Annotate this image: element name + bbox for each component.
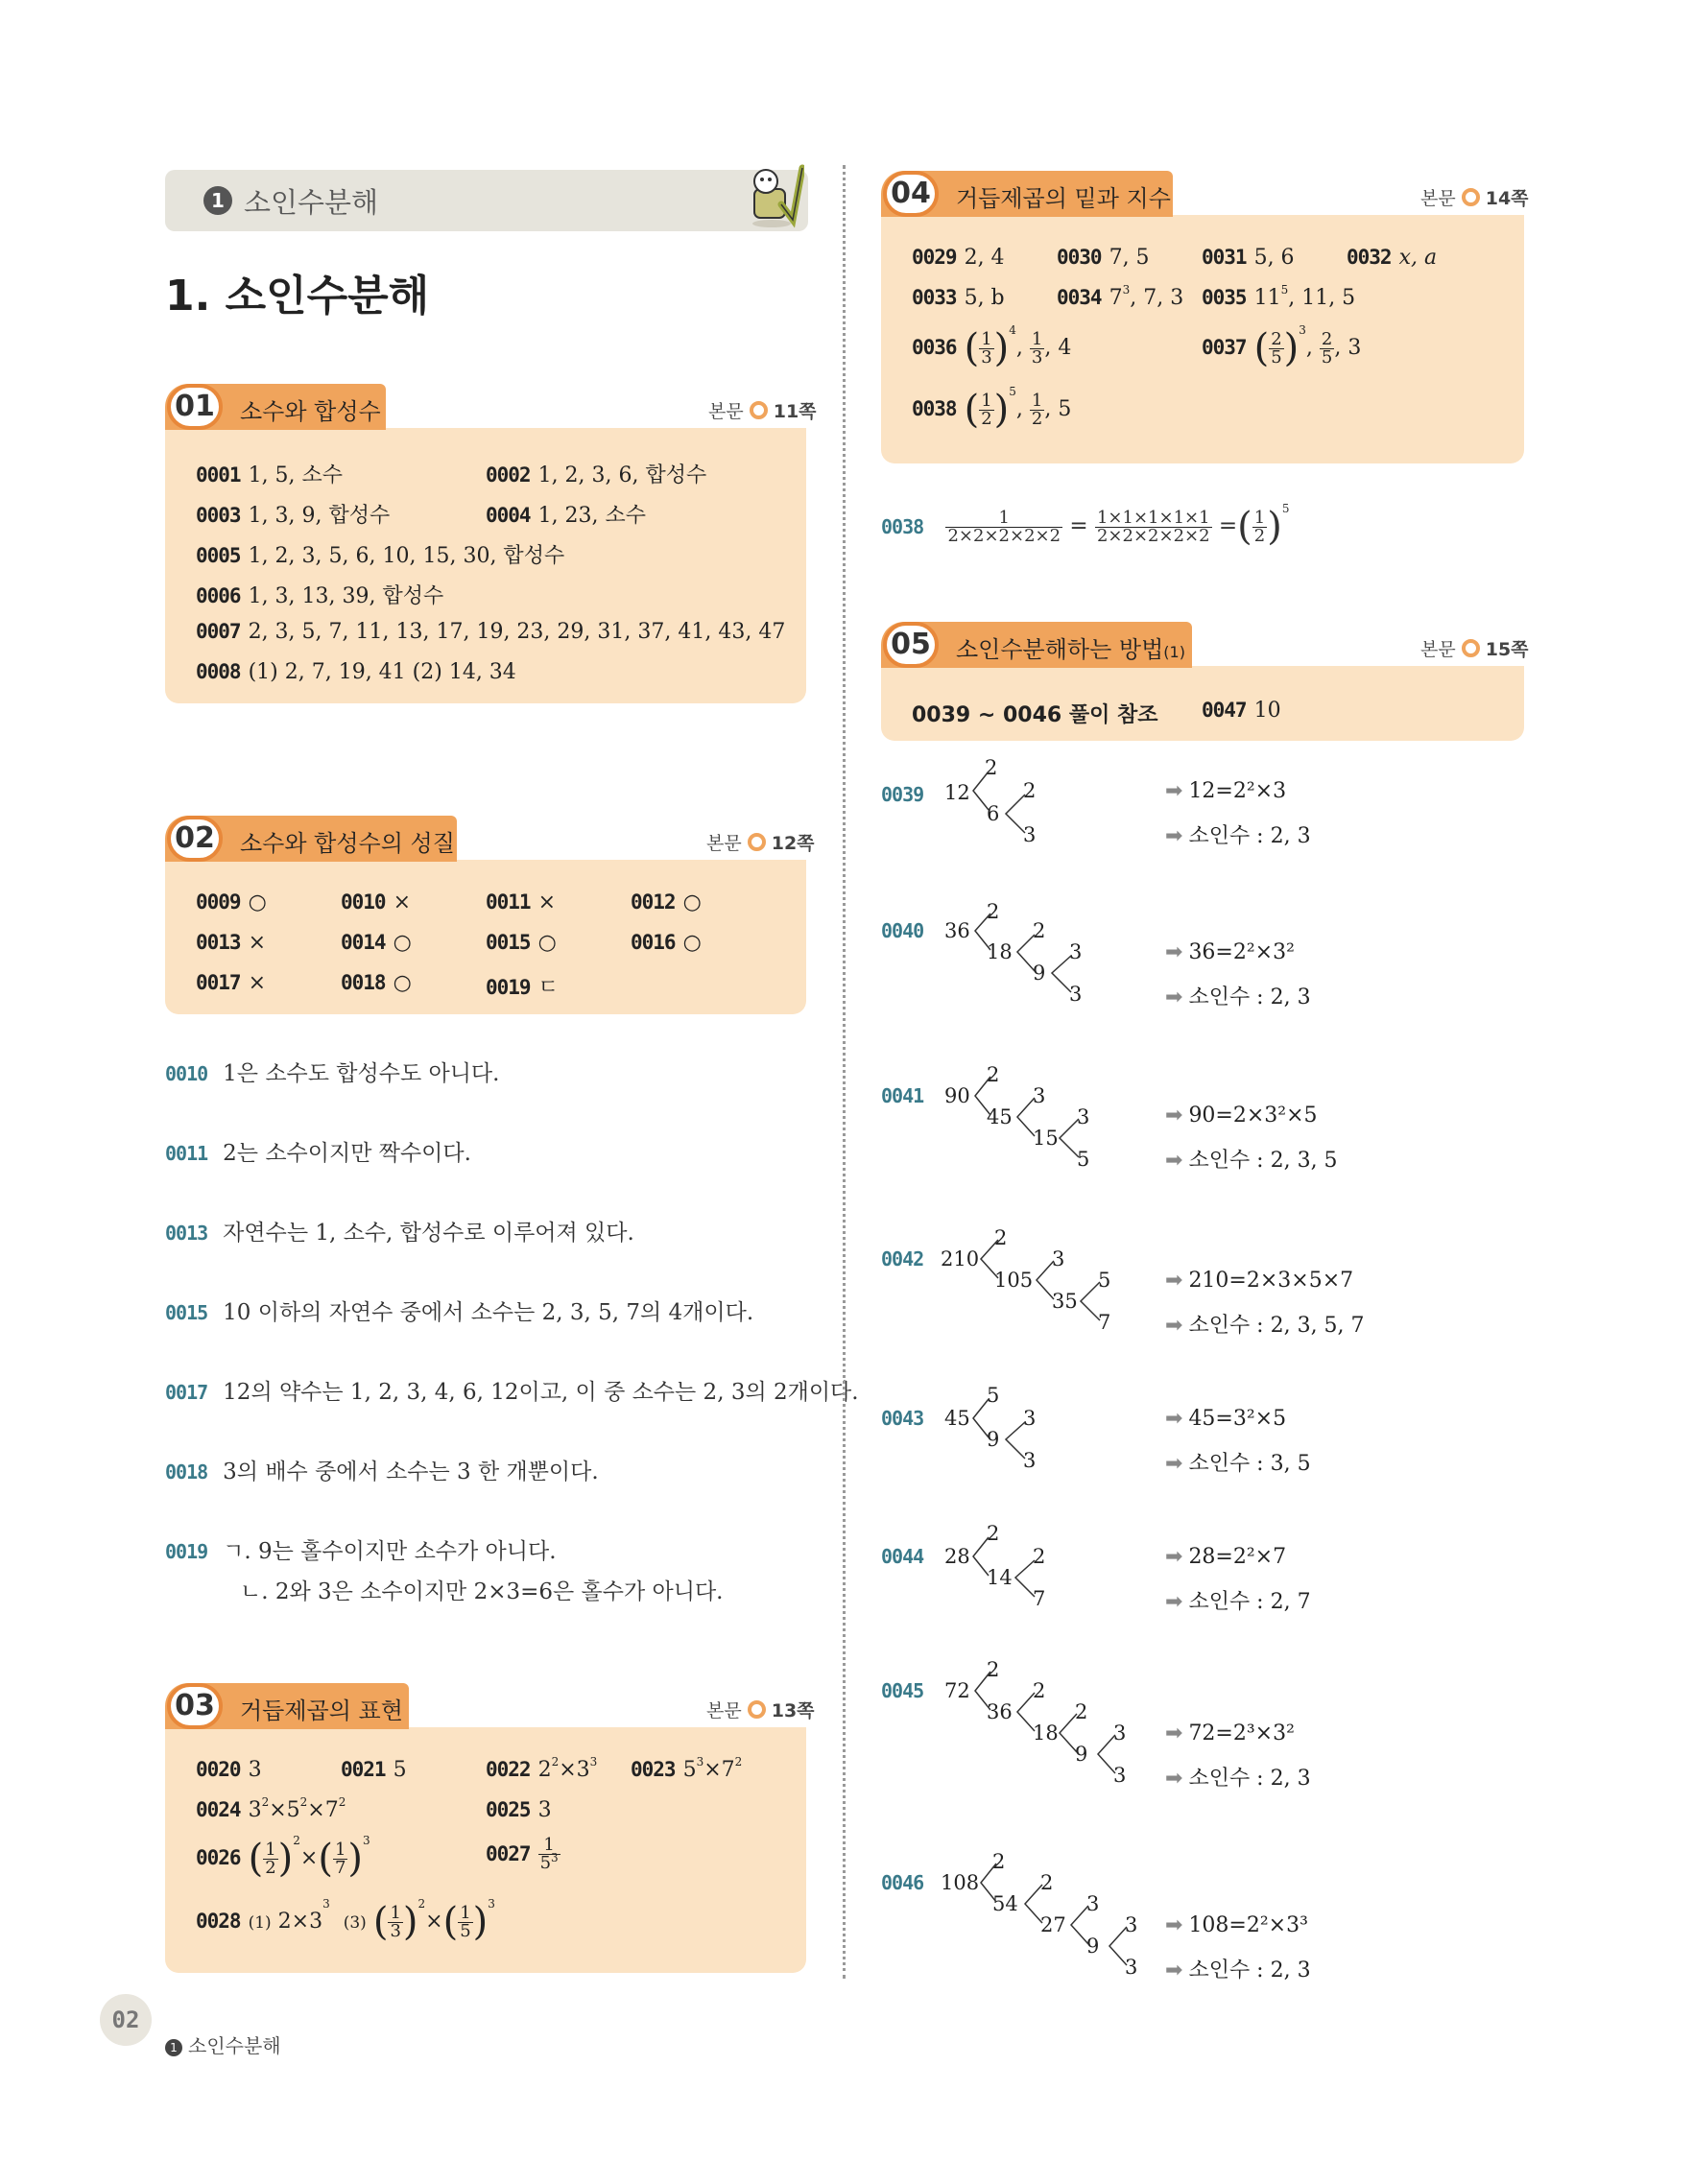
ref-label: 본문: [706, 833, 742, 854]
section-03-badge: 03: [167, 1683, 223, 1729]
ref-page: 11쪽: [773, 401, 817, 422]
arrow-icon: ➡: [1165, 1104, 1183, 1128]
section-02: [165, 816, 815, 1014]
section-04-badge: 04: [883, 171, 939, 217]
arrow-icon: ➡: [1165, 1767, 1183, 1791]
ref-page: 14쪽: [1485, 188, 1529, 209]
chapter-banner: [165, 170, 808, 231]
ref-dot-icon: [1462, 639, 1480, 657]
answer-0004: 0004 1, 23, 소수: [486, 504, 647, 528]
solution-0017: 0017 12의 약수는 1, 2, 3, 4, 6, 12이고, 이 중 소수는 2, 3의 2개이다.: [165, 1380, 859, 1405]
answer-0017: 0017 ×: [196, 971, 267, 995]
solution-0018: 0018 3의 배수 중에서 소수는 3 한 개뿐이다.: [165, 1460, 599, 1484]
footer-chapter: [165, 2030, 281, 2058]
solution-0038: 0038 $\frac{1}{2\times 2\times 2\times 2\times 2}$ = $\frac{1\times 1\times 1\times 1\times 1}{2\times 2\times 2\times 2\times 2}$ =( $\frac{1}{2}$ )$^5$: [881, 502, 1290, 549]
answer-0014: 0014 ○: [341, 931, 412, 955]
arrow-icon: ➡: [1165, 779, 1183, 803]
answer-0033: 0033 5, b: [912, 286, 1005, 310]
section-01-ref: [708, 397, 817, 423]
result-0042-primes: ➡ 소인수 : 2, 3, 5, 7: [1165, 1314, 1365, 1338]
result-0045-primes: ➡ 소인수 : 2, 3: [1165, 1767, 1311, 1791]
answer-0007: 0007 2, 3, 5, 7, 11, 13, 17, 19, 23, 29, 31, 37, 41, 43, 47: [196, 620, 786, 644]
answer-0010: 0010 ×: [341, 890, 412, 914]
answer-0039-0046: 0039 ~ 0046 풀이 참조: [912, 703, 1158, 727]
result-0039-factors: ➡ 12=2²×3: [1165, 779, 1287, 803]
answer-0036: 0036 ( $\frac{1}{3}$ )$^4$, $\frac{1}{3}$ , 4: [912, 323, 1072, 370]
section-01-badge: 01: [167, 384, 223, 430]
answer-0015: 0015 ○: [486, 931, 557, 955]
answer-0018: 0018 ○: [341, 971, 412, 995]
result-0041-factors: ➡ 90=2×3²×5: [1165, 1104, 1318, 1128]
ref-label: 본문: [1420, 639, 1456, 660]
result-0042-factors: ➡ 210=2×3×5×7: [1165, 1269, 1354, 1293]
mascot-icon: [743, 162, 804, 231]
answer-0013: 0013 ×: [196, 931, 267, 955]
answer-0035: 0035 $11^5$, 11, 5: [1202, 283, 1356, 310]
page-number: 02: [100, 1994, 152, 2046]
arrow-icon: ➡: [1165, 940, 1183, 964]
answer-0011: 0011 ×: [486, 890, 557, 914]
arrow-icon: ➡: [1165, 1958, 1183, 1982]
section-02-badge: 02: [167, 816, 223, 862]
section-02-ref: [706, 829, 815, 855]
answer-0005: 0005 1, 2, 3, 5, 6, 10, 15, 30, 합성수: [196, 544, 565, 568]
result-0041-primes: ➡ 소인수 : 2, 3, 5: [1165, 1149, 1338, 1173]
answer-0032: 0032 x, a: [1347, 246, 1438, 270]
section-04: [881, 171, 1529, 463]
section-04-title: 거듭제곱의 밑과 지수: [956, 185, 1171, 212]
ref-label: 본문: [708, 401, 744, 422]
answer-0030: 0030 7, 5: [1057, 246, 1150, 270]
chapter-title: 소인수분해: [244, 186, 379, 219]
arrow-icon: ➡: [1165, 824, 1183, 848]
section-02-title: 소수와 합성수의 성질: [240, 830, 455, 857]
answer-0001: 0001 1, 5, 소수: [196, 463, 344, 487]
arrow-icon: ➡: [1165, 1314, 1183, 1338]
result-0044-factors: ➡ 28=2²×7: [1165, 1545, 1287, 1569]
ref-dot-icon: [1462, 188, 1480, 206]
solution-0019-line2: ㄴ. 2와 3은 소수이지만 2×3=6은 홀수가 아니다.: [240, 1579, 724, 1604]
answer-0038: 0038 ( $\frac{1}{2}$ )$^5$, $\frac{1}{2}$ , 5: [912, 385, 1072, 432]
answer-0012: 0012 ○: [631, 890, 702, 914]
solution-0013: 0013 자연수는 1, 소수, 합성수로 이루어져 있다.: [165, 1221, 634, 1246]
answer-0024: 0024 $3^2\times 5^2\times 7^2$: [196, 1795, 346, 1822]
footer-chapter-number: 1: [165, 2039, 182, 2056]
answer-0026: 0026 ( $\frac{1}{2}$ )$^2$×( $\frac{1}{7}$ )$^3$: [196, 1834, 370, 1881]
result-0043-primes: ➡ 소인수 : 3, 5: [1165, 1452, 1311, 1476]
ref-page: 13쪽: [771, 1700, 815, 1721]
ref-label: 본문: [706, 1700, 742, 1721]
section-05-badge: 05: [883, 622, 939, 668]
section-01-title: 소수와 합성수: [240, 398, 381, 425]
ref-label: 본문: [1420, 188, 1456, 209]
footer-chapter-title: 소인수분해: [188, 2034, 281, 2057]
arrow-icon: ➡: [1165, 1269, 1183, 1293]
column-divider: [843, 165, 846, 1979]
answer-0002: 0002 1, 2, 3, 6, 합성수: [486, 463, 707, 487]
result-0039-primes: ➡ 소인수 : 2, 3: [1165, 824, 1311, 848]
arrow-icon: ➡: [1165, 985, 1183, 1009]
arrow-icon: ➡: [1165, 1452, 1183, 1476]
answer-0020: 0020 3: [196, 1758, 262, 1782]
answer-0027: 0027 $\frac{1}{5^3}$: [486, 1835, 559, 1873]
answer-0023: 0023 $5^3\times 7^2$: [631, 1755, 743, 1782]
ref-page: 12쪽: [771, 833, 815, 854]
section-05-ref: [1420, 635, 1529, 661]
result-0046-primes: ➡ 소인수 : 2, 3: [1165, 1958, 1311, 1982]
ref-dot-icon: [750, 401, 768, 419]
answer-0031: 0031 5, 6: [1202, 246, 1295, 270]
chapter-number: 1: [203, 186, 232, 215]
section-05: [881, 622, 1529, 741]
section-04-ref: [1420, 184, 1529, 210]
answer-0022: 0022 $2^2\times 3^3$: [486, 1755, 598, 1782]
arrow-icon: ➡: [1165, 1149, 1183, 1173]
solution-0019: 0019 ㄱ. 9는 홀수이지만 소수가 아니다.: [165, 1539, 557, 1564]
result-0044-primes: ➡ 소인수 : 2, 7: [1165, 1590, 1311, 1614]
section-03-ref: [706, 1697, 815, 1722]
arrow-icon: ➡: [1165, 1913, 1183, 1937]
answer-0003: 0003 1, 3, 9, 합성수: [196, 504, 391, 528]
answer-0047: 0047 10: [1202, 699, 1281, 723]
answer-0006: 0006 1, 3, 13, 39, 합성수: [196, 584, 444, 608]
answer-0034: 0034 $7^3$, 7, 3: [1057, 283, 1184, 310]
arrow-icon: ➡: [1165, 1407, 1183, 1431]
answer-0008: 0008 (1) 2, 7, 19, 41 (2) 14, 34: [196, 660, 516, 684]
solution-0011: 0011 2는 소수이지만 짝수이다.: [165, 1141, 471, 1166]
page-title: 1. 소인수분해: [165, 272, 430, 320]
result-0040-primes: ➡ 소인수 : 2, 3: [1165, 985, 1311, 1009]
answer-0021: 0021 5: [341, 1758, 407, 1782]
section-03-title: 거듭제곱의 표현: [240, 1697, 403, 1724]
arrow-icon: ➡: [1165, 1545, 1183, 1569]
section-05-title: 소인수분해하는 방법(1): [956, 636, 1185, 663]
solution-0015: 0015 10 이하의 자연수 중에서 소수는 2, 3, 5, 7의 4개이다.: [165, 1300, 754, 1325]
result-0046-factors: ➡ 108=2²×3³: [1165, 1913, 1308, 1937]
ref-dot-icon: [748, 1700, 766, 1719]
section-01: [165, 384, 817, 703]
section-03: [165, 1683, 815, 1973]
result-0040-factors: ➡ 36=2²×3²: [1165, 940, 1295, 964]
ref-dot-icon: [748, 833, 766, 851]
answer-0037: 0037 ( $\frac{2}{5}$ )$^3$, $\frac{2}{5}$ , 3: [1202, 323, 1362, 370]
arrow-icon: ➡: [1165, 1721, 1183, 1745]
result-0043-factors: ➡ 45=3²×5: [1165, 1407, 1287, 1431]
answer-0009: 0009 ○: [196, 890, 267, 914]
ref-page: 15쪽: [1485, 639, 1529, 660]
answer-0028: 0028 (1) $2\times 3^3$ (3) ( $\frac{1}{3}$ )$^2$×( $\frac{1}{5}$ )$^3$: [196, 1897, 495, 1944]
solution-0010: 0010 1은 소수도 합성수도 아니다.: [165, 1061, 500, 1086]
answer-0016: 0016 ○: [631, 931, 702, 955]
answer-0025: 0025 3: [486, 1798, 552, 1822]
answer-0029: 0029 2, 4: [912, 246, 1005, 270]
result-0045-factors: ➡ 72=2³×3²: [1165, 1721, 1295, 1745]
arrow-icon: ➡: [1165, 1590, 1183, 1614]
answer-0019: 0019 ㄷ: [486, 976, 559, 1000]
